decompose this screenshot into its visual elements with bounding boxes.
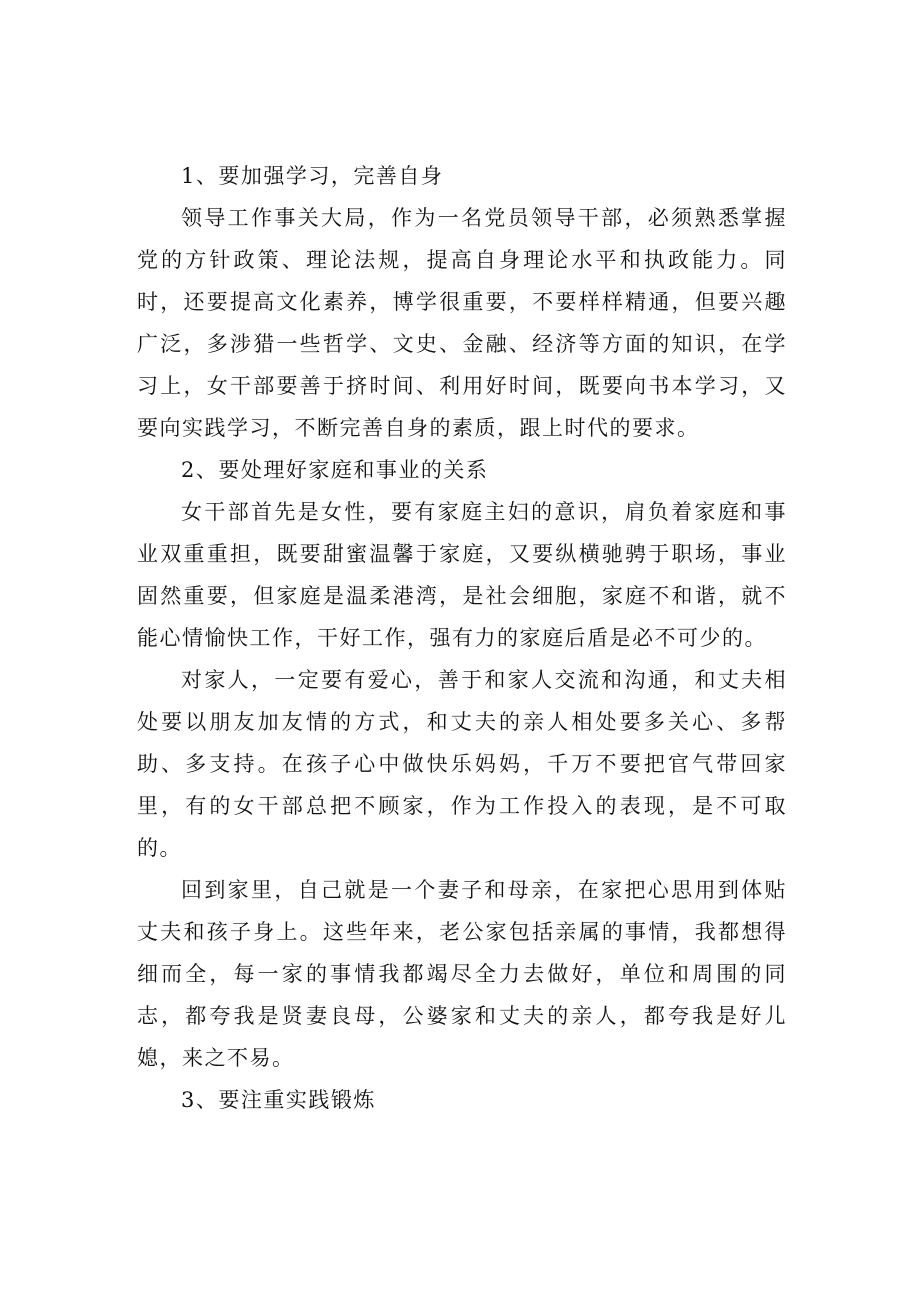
section-heading-1: 1、要加强学习，完善自身	[181, 164, 444, 188]
section-heading-2: 2、要处理好家庭和事业的关系	[181, 458, 489, 482]
section-2-paragraph-3: 回到家里，自己就是一个妻子和母亲，在家把心思用到体贴丈夫和孩子身上。这些年来，老公家包括亲属的事情，我都想得细而全，每一家的事情我都竭尽全力去做好，单位和周围的同志，都夸我是贤妻良母，公婆家和丈夫的亲人，都夸我是好儿媳，来之不易。	[137, 878, 787, 1070]
section-2-paragraph-1: 女干部首先是女性，要有家庭主妇的意识，肩负着家庭和事业双重重担，既要甜蜜温馨于家庭，又要纵横驰骋于职场，事业固然重要，但家庭是温柔港湾，是社会细胞，家庭不和谐，就不能心情愉快工作，干好工作，强有力的家庭后盾是必不可少的。	[137, 500, 787, 650]
section-heading-3: 3、要注重实践锻炼	[181, 1088, 376, 1112]
document-body	[137, 155, 787, 1121]
section-1-paragraph-1: 领导工作事关大局，作为一名党员领导干部，必须熟悉掌握党的方针政策、理论法规，提高自身理论水平和执政能力。同时，还要提高文化素养，博学很重要，不要样样精通，但要兴趣广泛，多涉猎一些哲学、文史、金融、经济等方面的知识，在学习上，女干部要善于挤时间、利用好时间，既要向书本学习，又要向实践学习，不断完善自身的素质，跟上时代的要求。	[137, 206, 787, 440]
section-2-paragraph-2: 对家人，一定要有爱心，善于和家人交流和沟通，和丈夫相处要以朋友加友情的方式，和丈夫的亲人相处要多关心、多帮助、多支持。在孩子心中做快乐妈妈，千万不要把官气带回家里，有的女干部总把不顾家，作为工作投入的表现，是不可取的。	[137, 668, 787, 860]
